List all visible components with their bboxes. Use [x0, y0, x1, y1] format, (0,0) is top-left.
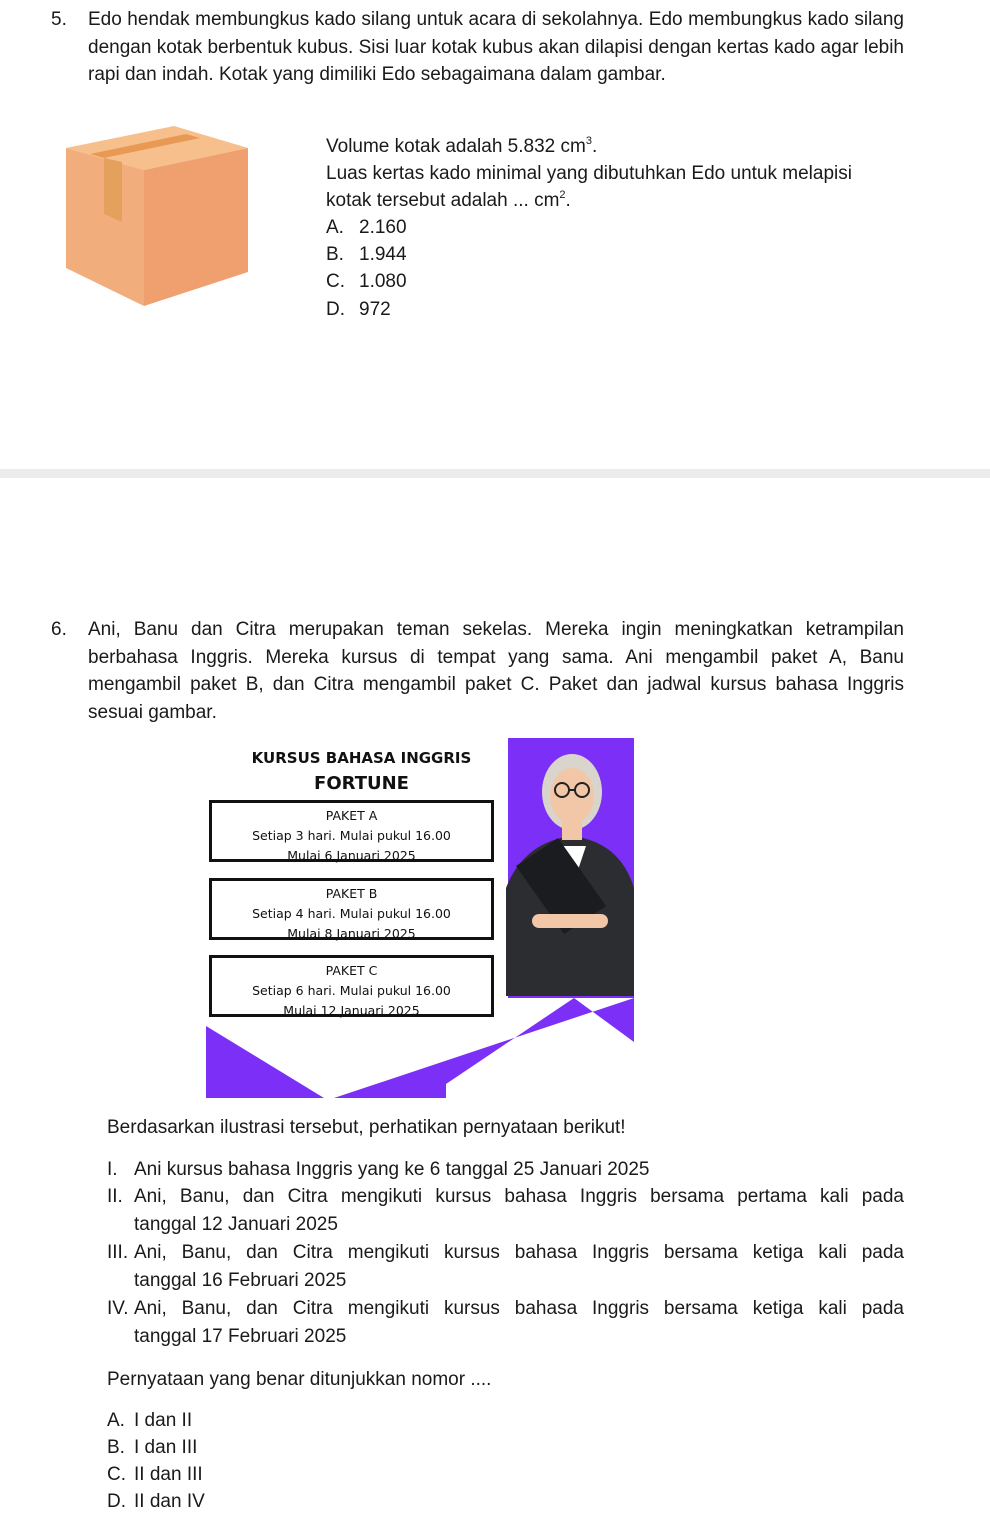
- question-5-line-1: Luas kertas kado minimal yang dibutuhkan Edo untuk melapisi: [326, 163, 852, 184]
- q5-option-d[interactable]: D. 972: [326, 299, 391, 320]
- q5-option-b[interactable]: B. 1.944: [326, 244, 407, 265]
- statement-2-text: Ani, Banu, dan Citra mengikuti kursus bahasa Inggris bersama pertama kali pada: [134, 1186, 904, 1207]
- package-schedule: Setiap 4 hari. Mulai pukul 16.00: [252, 906, 451, 921]
- package-start: Mulai 12 Januari 2025: [283, 1003, 420, 1018]
- package-name: PAKET A: [325, 808, 378, 823]
- question-6-number: 6.: [51, 619, 67, 640]
- package-start: Mulai 6 Januari 2025: [287, 848, 416, 863]
- q6-option-c[interactable]: C. II dan III: [107, 1464, 203, 1485]
- volume-statement: Volume kotak adalah 5.832 $cm^3$.: [326, 135, 598, 157]
- package-b-card: [209, 878, 494, 940]
- package-c-card: [209, 955, 494, 1017]
- statement-3-text: Ani, Banu, dan Citra mengikuti kursus bahasa Inggris bersama ketiga kali pada: [134, 1242, 904, 1263]
- package-name: PAKET B: [325, 886, 378, 901]
- poster-subtitle: FORTUNE: [314, 773, 409, 794]
- package-start: Mulai 8 Januari 2025: [287, 926, 416, 941]
- statement-3-date: tanggal 16 Februari 2025: [134, 1270, 347, 1291]
- statement-4-text: Ani, Banu, dan Citra mengikuti kursus bahasa Inggris bersama ketiga kali pada: [134, 1298, 904, 1319]
- question-5-stem: Edo hendak membungkus kado silang untuk acara di sekolahnya. Edo membungkus kado silang dengan kotak berbentuk kubus. Sisi luar kotak kubus akan dilapisi dengan kertas kado agar lebih rapi dan indah. Kotak yang dimiliki Edo sebagaimana dalam gambar.: [88, 9, 904, 85]
- section-divider: [0, 469, 990, 478]
- q6-option-a[interactable]: A. I dan II: [107, 1410, 193, 1431]
- question-5-number: 5.: [51, 9, 67, 30]
- package-name: PAKET C: [325, 963, 378, 978]
- question-5-line-2: kotak tersebut adalah ... $cm^2$.: [326, 189, 571, 211]
- q5-option-a[interactable]: A. 2.160: [326, 217, 407, 238]
- q5-option-c[interactable]: C. 1.080: [326, 271, 407, 292]
- statement-2-date: tanggal 12 Januari 2025: [134, 1214, 338, 1235]
- q6-option-d[interactable]: D. II dan IV: [107, 1491, 205, 1512]
- package-a-card: [209, 800, 494, 862]
- package-schedule: Setiap 3 hari. Mulai pukul 16.00: [252, 828, 451, 843]
- package-schedule: Setiap 6 hari. Mulai pukul 16.00: [252, 983, 451, 998]
- statement-4-date: tanggal 17 Februari 2025: [134, 1326, 347, 1347]
- statement-2-num: II.: [107, 1186, 123, 1207]
- statement-1-num: I.: [107, 1159, 118, 1180]
- statement-1-text: Ani kursus bahasa Inggris yang ke 6 tanggal 25 Januari 2025: [134, 1159, 650, 1180]
- statement-3-num: III.: [107, 1242, 129, 1263]
- q6-option-b[interactable]: B. I dan III: [107, 1437, 198, 1458]
- question-6-stem: Ani, Banu dan Citra merupakan teman sekelas. Mereka ingin meningkatkan ketrampilan berbahasa Inggris. Mereka kursus di tempat yang sama. Ani mengambil paket A, Banu mengambil paket B, dan Citra mengambil paket C. Paket dan jadwal kursus bahasa Inggris sesuai gambar.: [88, 619, 904, 723]
- poster-title: KURSUS BAHASA INGGRIS: [251, 749, 472, 767]
- cardboard-box-image: [66, 126, 248, 306]
- statement-4-num: IV.: [107, 1298, 129, 1319]
- person-face-icon: [550, 768, 594, 824]
- instruction-text: Berdasarkan ilustrasi tersebut, perhatikan pernyataan berikut!: [107, 1117, 626, 1138]
- question-6-prompt: Pernyataan yang benar ditunjukkan nomor ....: [107, 1369, 492, 1390]
